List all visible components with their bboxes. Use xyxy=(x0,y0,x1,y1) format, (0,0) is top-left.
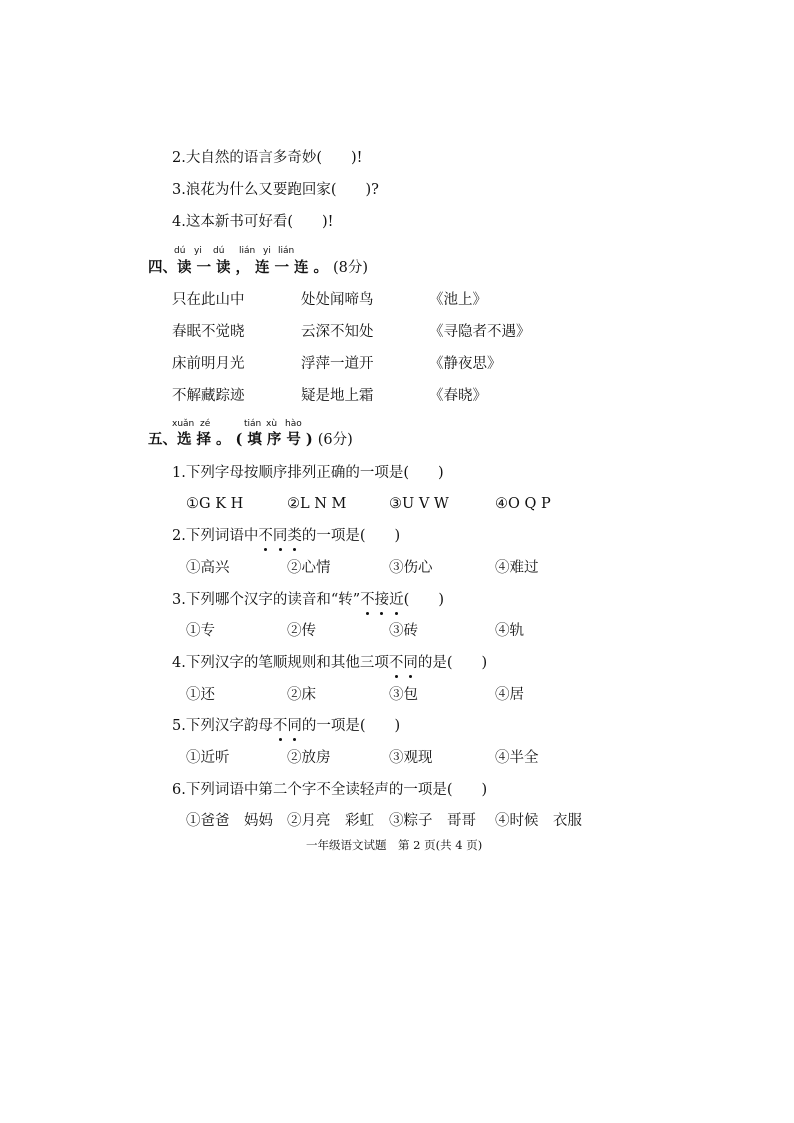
q2-text-end: 的一项是( ) xyxy=(301,528,401,544)
pinyin-yi-1: yi xyxy=(194,246,202,256)
section-4-heading xyxy=(148,259,368,277)
question-3-2: 2.大自然的语言多奇妙( )! xyxy=(172,150,363,166)
match-right-3: 《静夜思》 xyxy=(429,356,502,372)
q2-option-2: ②心情 xyxy=(287,560,331,576)
q3-text-start: 3.下列哪个汉字的读音和“转” xyxy=(172,592,361,608)
emphasis-char: 接 xyxy=(374,592,390,608)
q3-text-end: ( ) xyxy=(403,592,444,608)
emphasis-char: 类 xyxy=(287,528,302,544)
question-5-3 xyxy=(172,591,444,609)
pinyin-yi-2: yi xyxy=(263,246,271,256)
q3-option-1: ①专 xyxy=(186,623,215,639)
page-footer: 一年级语文试题 第 2 页(共 4 页) xyxy=(306,838,483,852)
question-5-4 xyxy=(172,654,487,672)
q4-text-start: 4.下列汉字的笔顺规则和其他三项 xyxy=(172,655,389,671)
q6-option-3: ③粽子 哥哥 xyxy=(389,813,476,829)
section-5-score: (6分) xyxy=(317,432,353,448)
match-left-3: 床前明月光 xyxy=(172,356,245,372)
q4-option-3: ③包 xyxy=(389,687,418,703)
section-4-title: 读一读，连一连。 xyxy=(177,259,333,276)
pinyin-xu: xù xyxy=(266,419,278,429)
q2-option-1: ①高兴 xyxy=(186,560,230,576)
section-5-heading xyxy=(148,431,353,449)
emphasis-char: 不 xyxy=(258,528,273,544)
q5-option-4: ④半全 xyxy=(495,750,539,766)
section-4-score: (8分) xyxy=(333,260,369,276)
pinyin-du-1: dú xyxy=(174,246,186,256)
q6-option-4: ④时候 衣服 xyxy=(495,813,582,829)
q5-option-3: ③观现 xyxy=(389,750,433,766)
q4-option-2: ②床 xyxy=(287,687,316,703)
q3-option-3: ③砖 xyxy=(389,623,418,639)
match-middle-1: 处处闻啼鸟 xyxy=(301,292,374,308)
q3-option-4: ④轨 xyxy=(495,623,524,639)
q4-text-end: 的是( ) xyxy=(417,655,488,671)
match-right-4: 《春晓》 xyxy=(429,388,487,404)
pinyin-du-2: dú xyxy=(213,246,225,256)
q5-option-2: ②放房 xyxy=(287,750,331,766)
q2-option-3: ③伤心 xyxy=(389,560,433,576)
pinyin-hao: hào xyxy=(285,419,302,429)
q1-option-2: ②L N M xyxy=(287,496,347,512)
match-middle-4: 疑是地上霜 xyxy=(301,388,374,404)
q1-option-4: ④O Q P xyxy=(495,496,551,512)
match-right-2: 《寻隐者不遇》 xyxy=(429,324,531,340)
emphasis-char: 同 xyxy=(272,528,288,544)
question-5-1: 1.下列字母按顺序排列正确的一项是( ) xyxy=(172,465,444,481)
question-5-6: 6.下列词语中第二个字不全读轻声的一项是( ) xyxy=(172,782,488,798)
pinyin-xuan: xuǎn xyxy=(172,419,195,429)
section-5-title: 选择。(填序号) xyxy=(177,431,318,448)
q5-option-1: ①近听 xyxy=(186,750,230,766)
section-5-number: 五、 xyxy=(148,431,177,448)
q2-option-4: ④难过 xyxy=(495,560,539,576)
pinyin-ze: zé xyxy=(200,419,211,429)
q2-text-start: 2.下列词语中 xyxy=(172,528,259,544)
emphasis-char: 同 xyxy=(403,655,418,671)
emphasis-char: 同 xyxy=(287,718,302,734)
pinyin-tian: tián xyxy=(244,419,262,429)
emphasis-char: 不 xyxy=(272,718,288,734)
question-3-4: 4.这本新书可好看( )! xyxy=(172,214,334,230)
q5-text-end: 的一项是( ) xyxy=(301,718,401,734)
q1-option-1: ①G K H xyxy=(186,496,244,512)
emphasis-char: 不 xyxy=(360,592,375,608)
emphasis-char: 不 xyxy=(388,655,404,671)
question-5-5 xyxy=(172,717,400,735)
q6-option-2: ②月亮 彩虹 xyxy=(287,813,374,829)
pinyin-lian-2: lián xyxy=(278,246,295,256)
pinyin-lian-1: lián xyxy=(239,246,256,256)
emphasis-char: 近 xyxy=(389,592,404,608)
match-middle-3: 浮萍一道开 xyxy=(301,356,374,372)
q5-text-start: 5.下列汉字韵母 xyxy=(172,718,273,734)
match-left-1: 只在此山中 xyxy=(172,292,245,308)
match-right-1: 《池上》 xyxy=(429,292,487,308)
match-middle-2: 云深不知处 xyxy=(301,324,374,340)
question-5-2 xyxy=(172,527,400,545)
q3-option-2: ②传 xyxy=(287,623,316,639)
q1-option-3: ③U V W xyxy=(389,496,449,512)
section-4-number: 四、 xyxy=(148,259,177,276)
question-3-3: 3.浪花为什么又要跑回家( )? xyxy=(172,182,379,198)
q4-option-1: ①还 xyxy=(186,687,215,703)
match-left-4: 不解藏踪迹 xyxy=(172,388,245,404)
match-left-2: 春眠不觉晓 xyxy=(172,324,245,340)
q4-option-4: ④居 xyxy=(495,687,524,703)
q6-option-1: ①爸爸 妈妈 xyxy=(186,813,273,829)
